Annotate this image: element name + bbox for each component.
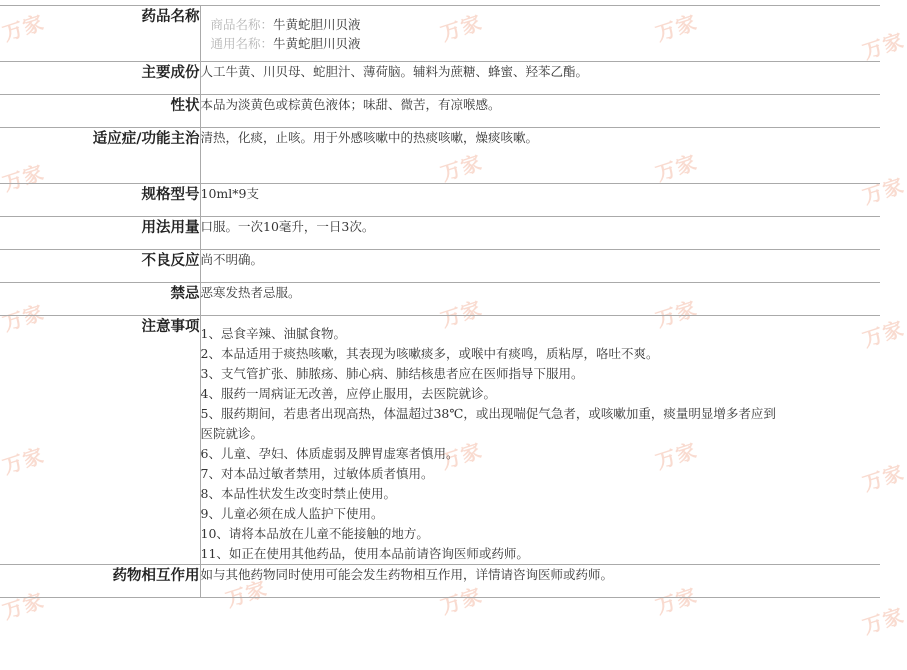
watermark: 万家 xyxy=(437,296,486,332)
precaution-item: 9、儿童必须在成人监护下使用。 xyxy=(200,506,384,521)
usage-value: 口服。一次10毫升，一日3次。 xyxy=(200,217,880,250)
trade-name-key: 商品名称： xyxy=(210,17,274,32)
watermark: 万家 xyxy=(0,160,48,196)
indications-value: 清热，化痰，止咳。用于外感咳嗽中的热痰咳嗽，燥痰咳嗽。 xyxy=(200,128,880,184)
generic-name-line xyxy=(211,34,881,53)
watermark: 万家 xyxy=(652,10,701,46)
watermark: 万家 xyxy=(0,10,48,46)
properties-value: 本品为淡黄色或棕黄色液体；味甜、微苦，有凉喉感。 xyxy=(200,95,880,128)
spec-value: 10ml*9支 xyxy=(200,184,880,217)
row-adverse-reactions xyxy=(0,250,880,283)
precaution-item: 1、忌食辛辣、油腻食物。 xyxy=(200,326,346,341)
precaution-item: 10、请将本品放在儿童不能接触的地方。 xyxy=(200,526,429,541)
adverse-reactions-label: 不良反应 xyxy=(0,250,200,283)
precaution-item: 6、儿童、孕妇、体质虚弱及脾胃虚寒者慎用。 xyxy=(200,446,459,461)
interactions-value: 如与其他药物同时使用可能会发生药物相互作用，详情请咨询医师或药师。 xyxy=(200,565,880,598)
precaution-item: 7、对本品过敏者禁用，过敏体质者慎用。 xyxy=(200,466,434,481)
precaution-item: 3、支气管扩张、肺脓疡、肺心病、肺结核患者应在医师指导下服用。 xyxy=(200,366,584,381)
row-precautions xyxy=(0,316,880,565)
watermark: 万家 xyxy=(859,316,907,352)
properties-label: 性状 xyxy=(0,95,200,128)
precaution-item: 5、服药期间，若患者出现高热，体温超过38℃，或出现喘促气急者，或咳嗽加重，痰量明显增多者应到医院就诊。 xyxy=(200,406,776,441)
watermark: 万家 xyxy=(652,583,701,619)
precaution-item: 11、如正在使用其他药品，使用本品前请咨询医师或药师。 xyxy=(200,546,529,561)
row-spec xyxy=(0,184,880,217)
row-usage xyxy=(0,217,880,250)
ingredients-value: 人工牛黄、川贝母、蛇胆汁、薄荷脑。辅料为蔗糖、蜂蜜、羟苯乙酯。 xyxy=(200,62,880,95)
contraindications-value: 恶寒发热者忌服。 xyxy=(200,283,880,316)
trade-name-value: 牛黄蛇胆川贝液 xyxy=(273,17,361,32)
watermark: 万家 xyxy=(0,300,48,336)
interactions-label: 药物相互作用 xyxy=(0,565,200,598)
watermark: 万家 xyxy=(652,438,701,474)
watermark: 万家 xyxy=(437,583,486,619)
watermark: 万家 xyxy=(222,576,271,612)
precaution-item: 2、本品适用于痰热咳嗽，其表现为咳嗽痰多，或喉中有痰鸣，质粘厚，咯吐不爽。 xyxy=(200,346,659,361)
precautions-value xyxy=(200,316,880,565)
watermark: 万家 xyxy=(0,588,48,624)
watermark: 万家 xyxy=(437,10,486,46)
watermark: 万家 xyxy=(437,150,486,186)
row-interactions xyxy=(0,565,880,598)
row-ingredients xyxy=(0,62,880,95)
trade-name-line xyxy=(211,15,881,34)
ingredients-label: 主要成份 xyxy=(0,62,200,95)
drug-name-value xyxy=(200,6,880,62)
row-drug-name xyxy=(0,6,880,62)
contraindications-label: 禁忌 xyxy=(0,283,200,316)
watermark: 万家 xyxy=(0,443,48,479)
drug-name-label: 药品名称 xyxy=(0,6,200,62)
watermark: 万家 xyxy=(652,150,701,186)
spec-label: 规格型号 xyxy=(0,184,200,217)
watermark: 万家 xyxy=(859,28,907,64)
generic-name-key: 通用名称： xyxy=(210,36,274,51)
precaution-item: 8、本品性状发生改变时禁止使用。 xyxy=(200,486,396,501)
row-contraindications xyxy=(0,283,880,316)
watermark: 万家 xyxy=(859,173,907,209)
watermark: 万家 xyxy=(859,603,907,639)
precaution-item: 4、服药一周病证无改善，应停止服用，去医院就诊。 xyxy=(200,386,496,401)
row-indications xyxy=(0,128,880,184)
precautions-label: 注意事项 xyxy=(0,316,200,565)
watermark: 万家 xyxy=(859,460,907,496)
adverse-reactions-value: 尚不明确。 xyxy=(200,250,880,283)
drug-info-table xyxy=(0,5,880,598)
generic-name-value: 牛黄蛇胆川贝液 xyxy=(273,36,361,51)
indications-label: 适应症/功能主治 xyxy=(0,128,200,184)
watermark: 万家 xyxy=(652,296,701,332)
usage-label: 用法用量 xyxy=(0,217,200,250)
row-properties xyxy=(0,95,880,128)
watermark: 万家 xyxy=(437,438,486,474)
